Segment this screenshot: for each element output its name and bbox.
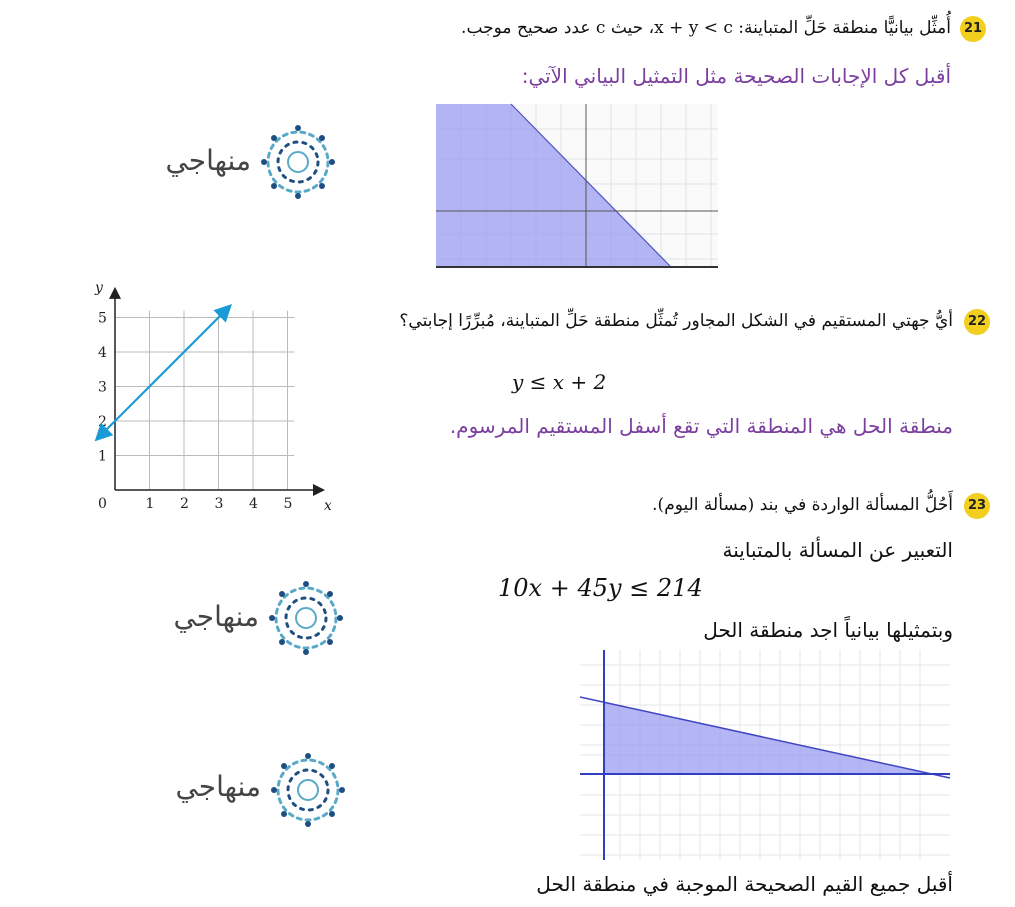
y-tick-label: 4 bbox=[98, 345, 107, 361]
q23-graph-svg bbox=[580, 650, 950, 860]
question-number-badge: 21 bbox=[960, 16, 986, 42]
answer-21-text: أقبل كل الإجابات الصحيحة مثل التمثيل البياني الآتي: bbox=[521, 64, 951, 88]
q22-graph-svg bbox=[90, 278, 330, 523]
y-tick-label: 1 bbox=[98, 448, 107, 465]
q22-line-graph bbox=[90, 278, 330, 527]
q23-line2: وبتمثيلها بيانياً اجد منطقة الحل bbox=[703, 618, 953, 642]
y-axis-label: y bbox=[95, 279, 103, 296]
series-line bbox=[98, 307, 229, 438]
x-axis-label: x bbox=[324, 498, 332, 514]
x-tick-label: 0 bbox=[98, 496, 107, 512]
logo-emblem-icon bbox=[268, 750, 348, 834]
q23-solution-graph bbox=[580, 650, 950, 860]
logo-emblem-icon bbox=[266, 578, 346, 662]
logo-text: منهاجي bbox=[175, 770, 261, 803]
x-tick-label: 1 bbox=[145, 496, 155, 512]
q22-inequality: y ≤ x + 2 bbox=[512, 370, 607, 394]
question-23-text: أَحُلُّ المسألة الواردة في بند (مسألة اليوم). bbox=[652, 495, 953, 515]
logo-text: منهاجي bbox=[165, 144, 251, 177]
x-tick-label: 3 bbox=[214, 496, 224, 512]
q23-line1: التعبير عن المسألة بالمتباينة bbox=[722, 538, 953, 562]
question-number-badge: 22 bbox=[964, 309, 990, 335]
x-tick-label: 2 bbox=[180, 496, 189, 512]
q21-solution-graph bbox=[436, 104, 718, 268]
question-21-text: أُمثِّل بيانيًّا منطقة حَلِّ المتباينة: x + y < c، حيث c عدد صحيح موجب. bbox=[461, 18, 951, 38]
q23-line3: أقبل جميع القيم الصحيحة الموجبة في منطقة الحل bbox=[536, 872, 953, 896]
logo-emblem-icon bbox=[258, 122, 338, 206]
y-tick-label: 5 bbox=[98, 310, 107, 327]
y-tick-label: 3 bbox=[98, 379, 107, 396]
y-tick-label: 2 bbox=[98, 414, 107, 430]
logo-text: منهاجي bbox=[173, 600, 259, 633]
x-tick-label: 4 bbox=[249, 496, 258, 512]
q21-graph-svg bbox=[436, 104, 718, 266]
answer-22-text: منطقة الحل هي المنطقة التي تقع أسفل المستقيم المرسوم. bbox=[449, 414, 953, 438]
question-22-text: أيُّ جهتي المستقيم في الشكل المجاور تُمثِّل منطقة حَلِّ المتباينة، مُبرِّرًا إجابتي؟ bbox=[399, 311, 953, 331]
question-number-badge: 23 bbox=[964, 493, 990, 519]
q23-inequality: 10x + 45y ≤ 214 bbox=[498, 574, 703, 602]
x-tick-label: 5 bbox=[283, 496, 293, 512]
